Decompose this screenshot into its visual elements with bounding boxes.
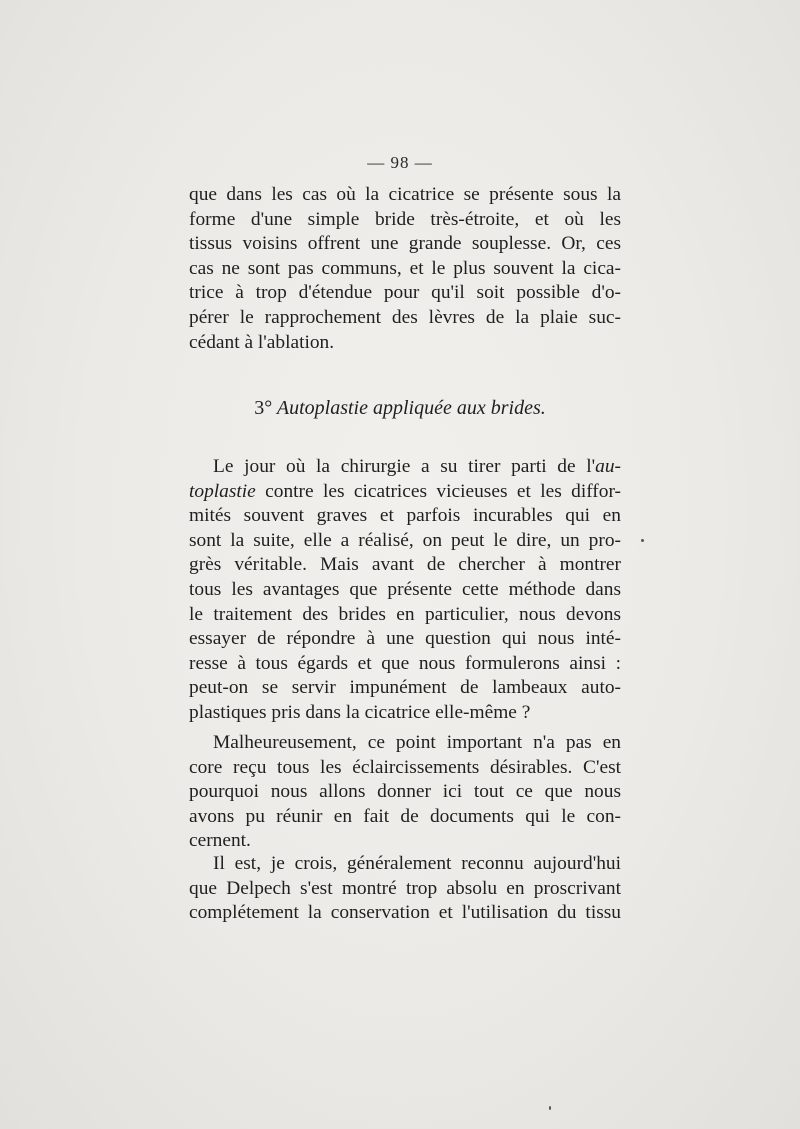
text-line: pourquoi nous allons donner ici tout ce que nous (189, 781, 621, 803)
text-line: peut-on se servir impunément de lambeaux auto- (189, 677, 621, 699)
paragraph-continuation (189, 183, 621, 355)
paper-speck (641, 539, 644, 542)
text-line: Malheureusement, ce point important n'a pas en (213, 732, 621, 753)
text-line: avons pu réunir en fait de documents qui le con- (189, 805, 621, 827)
text-line: essayer de répondre à une question qui nous inté- (189, 628, 621, 650)
text-line: forme d'une simple bride très-étroite, et où les (189, 208, 621, 230)
text-line: complétement la conservation et l'utilisation du tissu (189, 902, 621, 924)
text-line: tissus voisins offrent une grande souplesse. Or, ces (189, 233, 621, 255)
text-line: cédant à l'ablation. (189, 331, 335, 353)
text-line: core reçu tous les éclaircissements désirables. C'est (189, 756, 621, 778)
text-run: contre les cicatrices vicieuses et les diffor- (255, 480, 621, 502)
text-line: plastiques pris dans la cicatrice elle-même ? (189, 701, 531, 723)
text-line: le traitement des brides en particulier, nous devons (189, 603, 621, 625)
text-line (189, 455, 621, 480)
paragraph-documents (189, 731, 621, 854)
text-line: cas ne sont pas communs, et le plus souvent la cica- (189, 257, 621, 279)
text-run: Le jour où la chirurgie a su tirer parti de l' (213, 456, 596, 477)
section-number: 3° (254, 397, 273, 419)
section-heading (0, 397, 800, 420)
paragraph-autoplastie (189, 455, 621, 726)
text-line (189, 480, 621, 505)
paper-speck (549, 1106, 551, 1110)
text-line: resse à tous égards et que nous formulerons ainsi : (189, 652, 621, 674)
text-line: que dans les cas où la cicatrice se présente sous la (189, 184, 621, 205)
italic-term: toplastie (189, 480, 256, 502)
italic-term: au- (595, 456, 621, 477)
page-number: — 98 — (367, 153, 433, 172)
text-line: sont la suite, elle a réalisé, on peut le dire, un pro- (189, 529, 621, 551)
text-line: cernent. (189, 830, 251, 852)
text-line: tous les avantages que présente cette méthode dans (189, 578, 621, 600)
text-line: que Delpech s'est montré trop absolu en proscrivant (189, 877, 621, 899)
text-line: pérer le rapprochement des lèvres de la plaie suc- (189, 306, 621, 328)
text-line: grès véritable. Mais avant de chercher à montrer (189, 554, 621, 576)
text-line: trice à trop d'étendue pour qu'il soit possible d'o- (189, 282, 621, 304)
text-line: Il est, je crois, généralement reconnu aujourd'hui (213, 853, 621, 874)
paragraph-delpech (189, 852, 621, 926)
text-line: mités souvent graves et parfois incurables qui en (189, 505, 621, 527)
section-title: Autoplastie appliquée aux brides. (276, 397, 546, 419)
